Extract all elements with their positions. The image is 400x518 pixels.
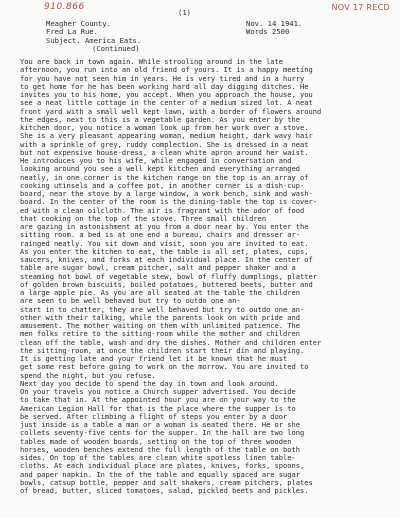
body-line: You are back in town again. While strooling around in the late xyxy=(20,57,284,66)
document-body xyxy=(20,58,392,495)
body-line: On your travels you notice a Church supper advertised. You decide xyxy=(20,387,296,396)
body-line: tables made of wooden boards, setting on the top of three wooden xyxy=(20,436,292,446)
body-line: collets seventy-five cents for the supper. In the hall are two long xyxy=(20,428,305,438)
body-line: neatly, in one corner is the kitchen range on the top is an array of xyxy=(20,172,309,182)
archive-number-stamp: 910.866 xyxy=(44,2,85,12)
page-number: (1) xyxy=(178,8,191,17)
body-line: sitting room. a bed is at one end a bureau, chairs and dresser ar- xyxy=(20,230,301,240)
body-line: amusement. The mother waiting on them with unlimited patience. The xyxy=(20,321,301,330)
body-line: are gazing in astonishment at you from a door near by. You enter the xyxy=(20,222,309,231)
body-line: afternoon, you run into an old friend of yours. It is a happy meeting xyxy=(20,65,313,75)
body-line: the edges, next to this is a vegetable garden. As you enter by the xyxy=(20,114,301,124)
document-header-right xyxy=(246,20,302,37)
header-date: Nov. 14 1941. xyxy=(246,19,303,28)
header-subject: Subject. America Eats. xyxy=(46,35,142,45)
body-line: kitchen door, you notice a woman look up from her work over a stove. xyxy=(20,123,309,132)
body-line: men folks retire to the sitting-room while the mother and children xyxy=(20,329,301,339)
body-line: just inside is a table a man or a woman is seated there. He or she xyxy=(20,420,301,429)
body-line: ed with a clean oilcloth. The air is fragrant with the odor of food xyxy=(20,205,305,215)
body-line: are seen to be well behaved but try to outdo one an- xyxy=(20,296,241,306)
body-line: that cooking on the top of the stove. Three small children xyxy=(20,213,267,223)
body-line: of bread, butter, sliced tomatoes, salad, pickled beets and pickles. xyxy=(20,486,309,495)
body-line: and paper napkin. In the of the table and equally spaced are sugar xyxy=(20,469,301,479)
body-line: the sitting-room, at once the children start their din and playing. xyxy=(20,345,305,355)
body-line: bowls, catsup bottle, pepper and salt shakers, cream pitchers, plates xyxy=(20,477,313,487)
body-line: table are sugar bowl, cream pitcher, salt and pepper shaker and a xyxy=(20,263,296,273)
body-line: cooking utinsels and a coffee pot, in another corner is a dish-cup- xyxy=(20,180,305,190)
document-header xyxy=(46,20,141,54)
body-line: He introduces you to his wife, while engaged in conversation and xyxy=(20,156,292,165)
header-continued: (Continued) xyxy=(92,44,140,54)
body-line: rainged neatly. You sit down and visit, soon you are invited to eat. xyxy=(20,238,309,248)
body-line: with a sprinkle of grey, ruddy complection. She is dressed in a neat xyxy=(20,139,309,149)
header-county: Meagher County. xyxy=(46,19,111,28)
body-line: start in to chatter, they are well behaved but try to outdo one an- xyxy=(20,304,305,314)
body-line: for you have not seen him in years. He is very tired and in a hurry xyxy=(20,73,305,83)
header-words: Words 2500 xyxy=(246,27,290,37)
body-line: She is a very pleasant appearing woman, medium height, dark wavy hair xyxy=(20,131,313,141)
header-author: Fred La Rue. xyxy=(46,27,98,37)
body-line: front yard with a small well kept lawn, with a border of flowers around xyxy=(20,106,322,116)
body-line: American Legion Hall for that is the place where the supper is to xyxy=(20,403,296,413)
body-line: other with their talking, while the parents look on with pride and xyxy=(20,312,301,322)
body-line: As you enter the kitchen to eat, the table is all set, plates, cups, xyxy=(20,246,309,256)
body-line: get some rest before going to work on the morrow. You are invited to xyxy=(20,362,309,372)
body-line: but not expensive house-dress, a clean white apron around her waist. xyxy=(20,147,309,157)
body-line: to get home for he has been working hard all day digging ditches. He xyxy=(20,81,309,91)
body-line: of golden brown biscuits, boiled potatoes, buttered beets, butter and xyxy=(20,279,313,289)
received-date-stamp: NOV 17 RECD xyxy=(331,3,390,12)
body-line: a large apple pie. As you are all seated at the table the children xyxy=(20,288,301,297)
body-line: spend the night, but you refuse. xyxy=(20,370,156,380)
body-line: be served. After climbing a flight of steps you enter by a door xyxy=(20,411,288,421)
body-line: horses, wooden benches extend the full length of the table on both xyxy=(20,444,301,454)
body-line: cloths. At each individual place are plates, knives, forks, spoons, xyxy=(20,461,305,471)
body-line: steaming hot bowl of vegetable stew, bowl of fluffy dumplings, platter xyxy=(20,271,317,281)
body-line: Next day you decide to spend the day in town and look around. xyxy=(20,378,279,388)
body-line: clean off the table, wash and dry the dishes. Mother and children enter xyxy=(20,337,322,347)
body-line: board. In the center of the room is the dining-table the top is cover- xyxy=(20,197,317,207)
body-line: invites you to his home, you accept. When you approach the house, you xyxy=(20,90,313,99)
body-line: to take that in. At the appointed hour you are on your way to the xyxy=(20,395,296,405)
body-line: board, near the stove by a large window, a work bench, sink and wash- xyxy=(20,189,313,198)
body-line: see a neat little cottage in the center of a medium sized lot. A neat xyxy=(20,98,313,108)
body-line: looking around you see a well kept kitchen and everything arranged xyxy=(20,164,301,174)
body-line: It is getting late and your friend let it be known that he must xyxy=(20,354,288,363)
body-line: saucers, knives, and forks at each individual place. In the center of xyxy=(20,255,313,264)
body-line: sides. On top of the tables are clean white spotless linen table- xyxy=(20,453,296,462)
